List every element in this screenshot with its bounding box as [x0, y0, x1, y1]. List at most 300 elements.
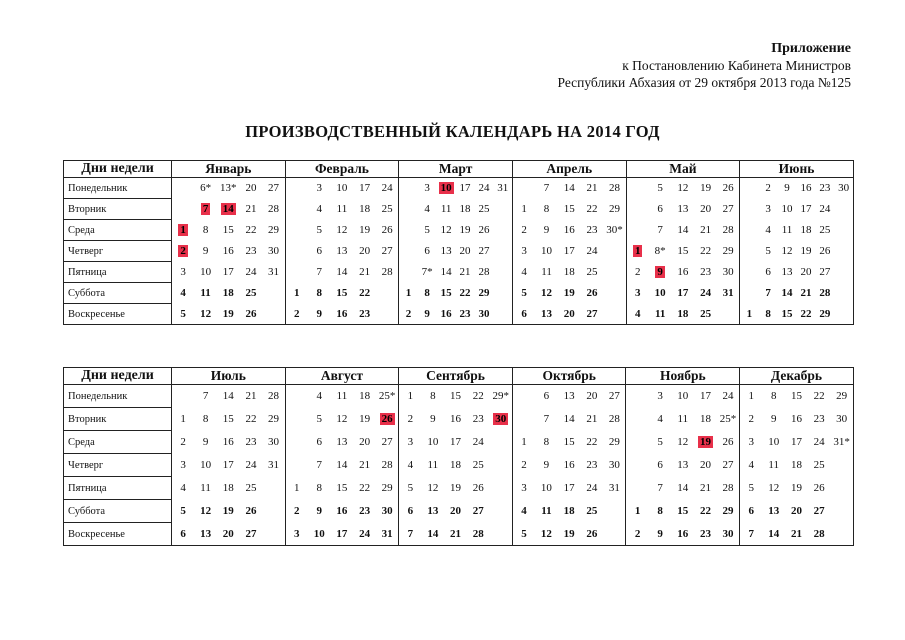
day-cell	[217, 385, 240, 408]
day-cell	[421, 454, 444, 477]
day-number: 25*	[378, 390, 396, 403]
day-number: 9	[424, 307, 430, 320]
day-cell	[512, 408, 535, 431]
day-number: 5	[521, 287, 527, 299]
day-cell	[717, 431, 740, 454]
day-number: 23	[245, 245, 257, 257]
day-number: 8	[430, 390, 436, 403]
day-number: 25	[586, 266, 598, 278]
day-cell	[831, 523, 854, 546]
day-cell	[796, 220, 815, 241]
day-cell	[493, 220, 512, 241]
day-cell	[217, 199, 240, 220]
day-number: 29	[268, 224, 279, 236]
day-number: 6	[657, 459, 663, 471]
day-cell	[535, 454, 558, 477]
day-number: 19	[450, 482, 462, 494]
day-number: 26	[245, 307, 257, 320]
day-cell	[240, 477, 263, 500]
day-number: 24	[478, 182, 490, 195]
day-number: 14	[427, 527, 439, 540]
day-cell	[815, 304, 834, 325]
day-number: 16	[336, 307, 348, 320]
day-number: 20	[450, 505, 462, 517]
day-cell	[671, 454, 694, 477]
day-cell	[785, 431, 808, 454]
day-number: 26	[586, 527, 598, 540]
day-number: 6*	[200, 182, 212, 195]
day-cell	[649, 178, 672, 199]
day-number: 31	[497, 182, 509, 195]
day-number: 25	[819, 224, 831, 236]
day-number: 4	[316, 203, 322, 215]
day-number: 4	[748, 459, 754, 471]
day-cell	[376, 500, 399, 523]
day-cell	[535, 283, 558, 304]
day-number: 3	[424, 182, 430, 195]
day-cell	[308, 500, 331, 523]
day-cell	[308, 262, 331, 283]
day-cell	[376, 220, 399, 241]
day-cell	[759, 241, 778, 262]
day-number: 12	[200, 307, 212, 320]
month-header: Январь	[172, 161, 286, 178]
day-cell	[581, 241, 604, 262]
day-number: 12	[336, 224, 348, 236]
day-number: 9	[202, 436, 209, 448]
day-number: 2	[765, 182, 771, 195]
day-number: 21	[245, 203, 257, 215]
day-cell	[194, 500, 217, 523]
day-cell	[194, 283, 217, 304]
day-cell	[694, 454, 717, 477]
day-number: 22	[245, 224, 257, 236]
day-cell	[740, 500, 763, 523]
day-number: 14	[222, 390, 234, 403]
day-cell	[240, 178, 263, 199]
day-cell	[437, 283, 456, 304]
day-number: 30	[838, 182, 850, 195]
day-number: 15	[790, 390, 802, 403]
day-number: 17	[677, 287, 689, 299]
day-cell	[490, 454, 513, 477]
holiday-day: 30	[495, 413, 507, 425]
day-cell	[649, 500, 672, 523]
day-cell	[671, 431, 694, 454]
day-number: 31	[268, 266, 279, 278]
day-cell	[558, 199, 581, 220]
day-cell	[399, 220, 418, 241]
day-cell	[331, 477, 354, 500]
day-number: 15	[563, 436, 575, 448]
day-number: 4	[424, 203, 430, 215]
day-cell	[808, 454, 831, 477]
day-number: 15	[677, 505, 689, 517]
day-cell	[785, 454, 808, 477]
day-number: 2	[521, 459, 527, 471]
day-cell	[535, 220, 558, 241]
day-cell	[831, 385, 854, 408]
day-number: 9	[316, 307, 322, 320]
day-number: 16	[563, 224, 575, 236]
day-cell	[376, 454, 399, 477]
day-number: 18	[459, 203, 471, 215]
day-cell	[285, 178, 308, 199]
day-number: 23	[813, 413, 825, 425]
day-number: 6	[180, 527, 186, 540]
day-cell	[353, 220, 376, 241]
day-cell	[194, 199, 217, 220]
day-cell	[834, 262, 853, 283]
day-number: 9	[770, 413, 777, 425]
day-cell	[694, 199, 717, 220]
day-cell	[649, 220, 672, 241]
day-number: 8	[202, 413, 209, 425]
day-number: 24	[819, 203, 831, 215]
day-number: 21	[586, 182, 598, 195]
day-cell	[331, 241, 354, 262]
day-cell	[308, 523, 331, 546]
day-cell	[172, 431, 195, 454]
day-number: 11	[781, 224, 793, 236]
day-number: 17	[563, 482, 575, 494]
day-number: 13	[768, 505, 780, 517]
day-number: 2	[293, 505, 300, 517]
holiday-day: 14	[222, 203, 234, 215]
day-number: 17	[563, 245, 575, 257]
day-cell	[717, 262, 740, 283]
day-number: 24	[472, 436, 484, 448]
day-number: 27	[478, 245, 490, 257]
day-number: 22	[586, 203, 598, 215]
day-cell	[740, 199, 759, 220]
day-cell	[512, 220, 535, 241]
day-number: 2	[180, 436, 186, 448]
month-header-row	[64, 368, 854, 385]
day-cell	[376, 523, 399, 546]
day-number: 28	[722, 224, 734, 236]
month-header: Декабрь	[740, 368, 854, 385]
day-cell	[217, 283, 240, 304]
day-cell	[535, 477, 558, 500]
day-number: 9	[657, 527, 663, 540]
day-cell	[262, 199, 285, 220]
day-cell	[308, 431, 331, 454]
day-cell	[475, 199, 494, 220]
day-cell	[194, 454, 217, 477]
day-cell	[759, 262, 778, 283]
day-number: 16	[222, 245, 234, 257]
weekday-row	[64, 283, 854, 304]
day-number: 17	[700, 390, 711, 403]
day-cell	[262, 178, 285, 199]
day-cell	[671, 500, 694, 523]
day-number: 9	[202, 245, 209, 257]
day-number: 26	[472, 482, 484, 494]
day-cell	[535, 385, 558, 408]
month-header: Октябрь	[512, 368, 626, 385]
day-number: 26	[722, 182, 734, 195]
day-number: 15	[440, 287, 452, 299]
day-cell	[831, 454, 854, 477]
day-number: 24	[245, 266, 257, 278]
day-cell	[262, 241, 285, 262]
weekdays-column-header: Дни недели	[64, 368, 172, 385]
day-number: 30	[381, 505, 393, 517]
day-number: 10	[200, 459, 212, 471]
day-cell	[490, 523, 513, 546]
day-cell	[512, 477, 535, 500]
day-cell	[285, 477, 308, 500]
day-cell	[717, 408, 740, 431]
day-number: 8	[543, 436, 550, 448]
day-cell	[308, 385, 331, 408]
day-cell	[399, 241, 418, 262]
day-number: 30	[836, 413, 848, 425]
day-cell	[285, 199, 308, 220]
day-number: 19	[359, 413, 371, 425]
day-number: 22	[245, 413, 257, 425]
day-cell	[603, 500, 626, 523]
holiday-day: 9	[657, 266, 663, 278]
day-cell	[626, 500, 649, 523]
day-cell	[535, 408, 558, 431]
day-cell	[512, 454, 535, 477]
day-number: 25	[700, 307, 712, 320]
day-number: 26	[478, 224, 490, 236]
weekday-label: Вторник	[64, 408, 172, 431]
day-number: 13	[677, 459, 689, 471]
day-number: 12	[768, 482, 780, 494]
day-number: 10	[540, 482, 552, 494]
day-number: 22	[700, 505, 711, 517]
day-cell	[475, 178, 494, 199]
weekday-label: Пятница	[64, 262, 172, 283]
day-cell	[694, 220, 717, 241]
day-number: 16	[222, 436, 234, 448]
day-cell	[580, 477, 603, 500]
day-cell	[467, 385, 490, 408]
day-cell	[194, 523, 217, 546]
day-cell	[418, 220, 437, 241]
day-number: 3	[180, 266, 186, 278]
day-number: 19	[222, 505, 234, 517]
day-cell	[399, 262, 418, 283]
day-number: 5	[424, 224, 430, 236]
day-number: 7	[202, 390, 209, 403]
day-number: 1	[180, 413, 186, 425]
day-number: 30	[478, 307, 490, 320]
day-number: 21	[700, 482, 711, 494]
day-cell	[834, 199, 853, 220]
day-cell	[308, 477, 331, 500]
day-cell	[778, 220, 797, 241]
day-number: 25*	[719, 413, 737, 425]
day-cell	[493, 304, 512, 325]
day-number: 15	[563, 203, 575, 215]
weekday-label: Среда	[64, 220, 172, 241]
weekday-label: Суббота	[64, 500, 172, 523]
weekday-label: Среда	[64, 431, 172, 454]
day-cell	[717, 178, 740, 199]
day-cell	[444, 500, 467, 523]
day-cell	[694, 408, 717, 431]
day-cell	[740, 304, 759, 325]
day-number: 1	[521, 436, 527, 448]
day-cell	[834, 283, 853, 304]
day-cell	[785, 385, 808, 408]
day-number: 26	[819, 245, 831, 257]
day-cell	[285, 220, 308, 241]
day-number: 3	[748, 436, 754, 448]
day-cell	[558, 500, 581, 523]
day-number: 23	[359, 307, 371, 320]
weekday-label: Четверг	[64, 454, 172, 477]
day-number: 13	[336, 436, 348, 448]
day-cell	[194, 241, 217, 262]
day-cell	[796, 199, 815, 220]
day-cell	[796, 283, 815, 304]
day-number: 13	[440, 245, 452, 257]
day-cell	[475, 304, 494, 325]
day-cell	[285, 385, 308, 408]
day-cell	[694, 262, 717, 283]
day-number: 29	[608, 203, 620, 215]
day-number: 5	[765, 245, 771, 257]
day-number: 8	[424, 287, 430, 299]
day-cell	[331, 408, 354, 431]
day-number: 17	[459, 182, 471, 195]
day-number: 15	[781, 307, 793, 320]
day-cell	[626, 408, 649, 431]
day-cell	[740, 178, 759, 199]
day-number: 13	[427, 505, 439, 517]
day-number: 27	[245, 527, 257, 540]
day-number: 29	[478, 287, 490, 299]
day-cell	[649, 262, 672, 283]
day-number: 8	[316, 482, 322, 494]
day-cell	[308, 408, 331, 431]
day-cell	[172, 523, 195, 546]
month-header: Июль	[172, 368, 286, 385]
holiday-day: 10	[440, 182, 452, 195]
day-cell	[603, 385, 626, 408]
day-number: 7*	[421, 266, 433, 278]
day-cell	[512, 385, 535, 408]
day-cell	[831, 477, 854, 500]
day-number: 18	[700, 413, 711, 425]
day-number: 13	[541, 307, 553, 320]
day-number: 10	[200, 266, 212, 278]
day-cell	[759, 199, 778, 220]
day-number: 30	[722, 527, 734, 540]
month-header-row	[64, 161, 854, 178]
weekday-row	[64, 523, 854, 546]
day-cell	[399, 199, 418, 220]
day-number: 28	[381, 266, 393, 278]
day-cell	[626, 220, 649, 241]
holiday-day: 2	[180, 245, 186, 257]
day-cell	[717, 385, 740, 408]
day-number: 4	[407, 459, 414, 471]
day-number: 29	[722, 245, 734, 257]
day-cell	[740, 385, 763, 408]
day-cell	[796, 304, 815, 325]
day-cell	[194, 477, 217, 500]
day-cell	[671, 523, 694, 546]
day-cell	[759, 283, 778, 304]
weekday-row	[64, 385, 854, 408]
day-number: 18	[359, 390, 371, 403]
day-cell	[694, 500, 717, 523]
day-number: 21	[245, 390, 257, 403]
day-number: 24	[722, 390, 734, 403]
day-number: 31	[722, 287, 734, 299]
day-cell	[353, 477, 376, 500]
day-number: 26	[245, 505, 257, 517]
day-number: 13*	[220, 182, 237, 195]
day-cell	[308, 178, 331, 199]
day-number: 8*	[654, 245, 666, 257]
day-cell	[418, 178, 437, 199]
day-cell	[762, 385, 785, 408]
day-cell	[672, 241, 695, 262]
day-number: 3	[521, 482, 527, 494]
day-number: 23	[472, 413, 484, 425]
day-cell	[815, 283, 834, 304]
weekday-row	[64, 220, 854, 241]
day-cell	[815, 178, 834, 199]
day-cell	[194, 262, 217, 283]
day-cell	[580, 431, 603, 454]
day-cell	[649, 477, 672, 500]
day-number: 16	[800, 182, 812, 195]
day-cell	[649, 199, 672, 220]
day-cell	[308, 283, 331, 304]
day-cell	[240, 304, 263, 325]
day-number: 17	[336, 527, 348, 540]
day-cell	[353, 178, 376, 199]
day-number: 12	[677, 182, 689, 195]
day-cell	[418, 199, 437, 220]
day-cell	[376, 431, 399, 454]
day-cell	[172, 454, 195, 477]
calendar-first-half	[63, 160, 854, 325]
day-number: 29	[819, 307, 831, 320]
day-number: 5	[180, 307, 186, 320]
day-cell	[762, 454, 785, 477]
day-number: 9	[430, 413, 436, 425]
day-number: 15	[222, 413, 234, 425]
day-cell	[762, 523, 785, 546]
day-cell	[217, 241, 240, 262]
day-number: 23	[700, 266, 712, 278]
day-number: 27	[586, 307, 598, 320]
day-cell	[376, 262, 399, 283]
weekday-label: Понедельник	[64, 178, 172, 199]
day-cell	[456, 283, 475, 304]
day-cell	[740, 283, 759, 304]
day-number: 31	[268, 459, 279, 471]
day-number: 2	[405, 307, 412, 320]
day-cell	[475, 220, 494, 241]
day-cell	[778, 283, 797, 304]
day-number: 23	[586, 459, 598, 471]
day-cell	[194, 304, 217, 325]
day-number: 27	[813, 505, 825, 517]
day-cell	[694, 304, 717, 325]
day-number: 22	[800, 307, 812, 320]
